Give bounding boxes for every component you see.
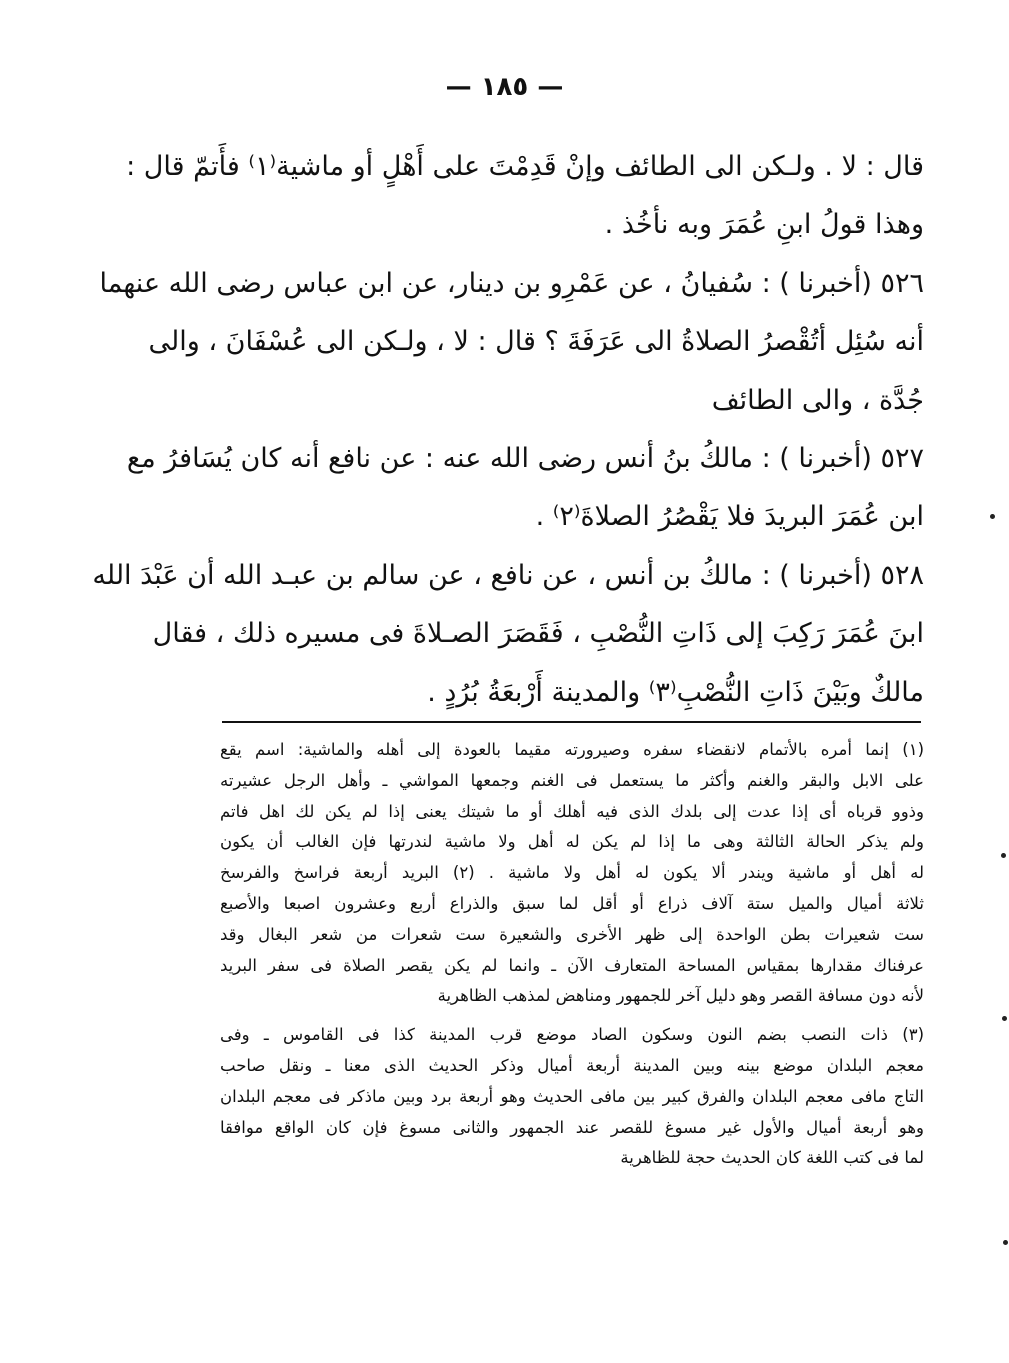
hadith-528-line: ٥٢٨ (أخبرنا ) : مالكُ بن أنس ، عن نافع ، عن سالم بن عبـد الله أن عَبْدَ الله: [92, 559, 924, 591]
main-text-line: أنه سُئِل أتُقْصرُ الصلاةُ الى عَرَفَةَ ؟ قال : لا ، ولـكن الى عُسْفَانَ ، والى: [148, 326, 924, 358]
footnote-3-line: لما فى كتب اللغة كان الحديث حجة للظاهرية: [620, 1148, 924, 1168]
footnote-2-line: ست شعيرات بطن الواحدة إلى ظهر الأخرى والشعيرة ست شعرات من شعر البغال وقد: [220, 924, 924, 944]
main-text-line: جُدَّة ، والى الطائف: [711, 384, 924, 416]
footnote-2-line: له أهل أو ماشية ويندر ألا يكون له أهل ولا ماشية . (٢) البريد أربعة فراسخ والفرسخ: [220, 863, 925, 883]
main-text-line: وهذا قولُ ابنِ عُمَرَ وبه نأخُذ .: [604, 209, 924, 241]
footnote-3-line: معجم البلدان موضع بينه وبين المدينة أربعة أميال وذكر الحديث الذى معنا ـ ونقل صاحب: [220, 1055, 924, 1075]
footnote-3-line: التاج مافى معجم البلدان والفرق كبير بين مافى الحديث وهو أربعة برد وبين ماذكر فى معجم البلدان: [220, 1086, 924, 1106]
footnote-1-line: على الابل والبقر والغنم وأكثر ما يستعمل فى الغنم وجمعها المواشي ـ وأهل الرجل عشيرته: [220, 770, 924, 790]
page-number: — ١٨٥ —: [445, 72, 564, 102]
footnote-3-line: وهو أربعة أميال والأول غير مسوغ للقصر عند الجمهور والثانى مسوغ فإن كان الواقع موافقا: [220, 1117, 924, 1137]
main-text-block: [92, 138, 924, 722]
footnote-1-line: (١) إنما أمره بالأتمام لانقضاء سفره وصيرورته مقيما بالعودة إلى أهله والماشية: اسم يقع: [220, 740, 924, 759]
main-text-line: مالكٌ وبَيْنَ ذَاتِ النُّصْبِ⁽٣⁾ والمدينة أَرْبعَةُ بُرُدٍ .: [427, 676, 924, 708]
footnote-3-line: (٣) ذات النصب بضم النون وسكون الصاد موضع قرب المدينة كذا فى القاموس ـ وفى: [220, 1025, 924, 1045]
main-text-line: ابنَ عُمَرَ رَكِبَ إلى ذَاتِ النُّصْبِ ، فَقَصَرَ الصـلاةَ فى مسيره ذلك ، فقال: [152, 618, 924, 650]
footnote-1-line: وذوو قرباه أى إذا عدت إلى بلدك الذى فيه أهلك أو ما شيتك يعنى إذا لم يكن لك اهل فاتم: [220, 801, 924, 821]
footnote-1-line: ولم يذكر الحالة الثالثة وهى ما إذا لم يكن له أهل ولا ماشية لندرتها فإن الغالب أن يكون: [220, 832, 924, 852]
footnote-2-line: لأنه دون مسافة القصر وهو دليل آخر للجمهور ومناهض لمذهب الظاهرية: [437, 986, 924, 1006]
footnote-spacer: [220, 1012, 924, 1020]
hadith-526-line: ٥٢٦ (أخبرنا ) : سُفيانُ ، عن عَمْرِو بن دينار، عن ابن عباس رضى الله عنهما: [99, 267, 924, 299]
scan-speck: [990, 514, 995, 519]
footnote-separator: [222, 721, 921, 723]
hadith-527-line: ٥٢٧ (أخبرنا ) : مالكُ بنُ أنس رضى الله عنه : عن نافع أنه كان يُسَافرُ مع: [126, 442, 924, 474]
footnotes-block: [220, 735, 924, 1174]
scan-speck: [1001, 853, 1006, 858]
scan-speck: [1002, 1016, 1007, 1021]
footnote-2-line: عرفناك مقدارها بمقياس المساحة المتعارف الآن ـ وانما لم يكن يقصر الصلاة فى سفر البريد: [220, 955, 924, 975]
scan-speck: [1003, 1240, 1008, 1245]
main-text-line: ابن عُمَرَ البريدَ فلا يَقْصُرُ الصلاةَ⁽٢⁾ .: [535, 501, 924, 533]
footnote-2-line: ثلاثة أميال والميل ستة آلاف ذراع أو أقل لما سبق والذراع أربع وعشرون اصبعا والأصبع: [220, 893, 924, 913]
main-text-line: قال : لا . ولـكن الى الطائف وإنْ قَدِمْتَ على أَهْلٍ أو ماشية⁽١⁾ فأَتمّ قال :: [126, 151, 924, 182]
